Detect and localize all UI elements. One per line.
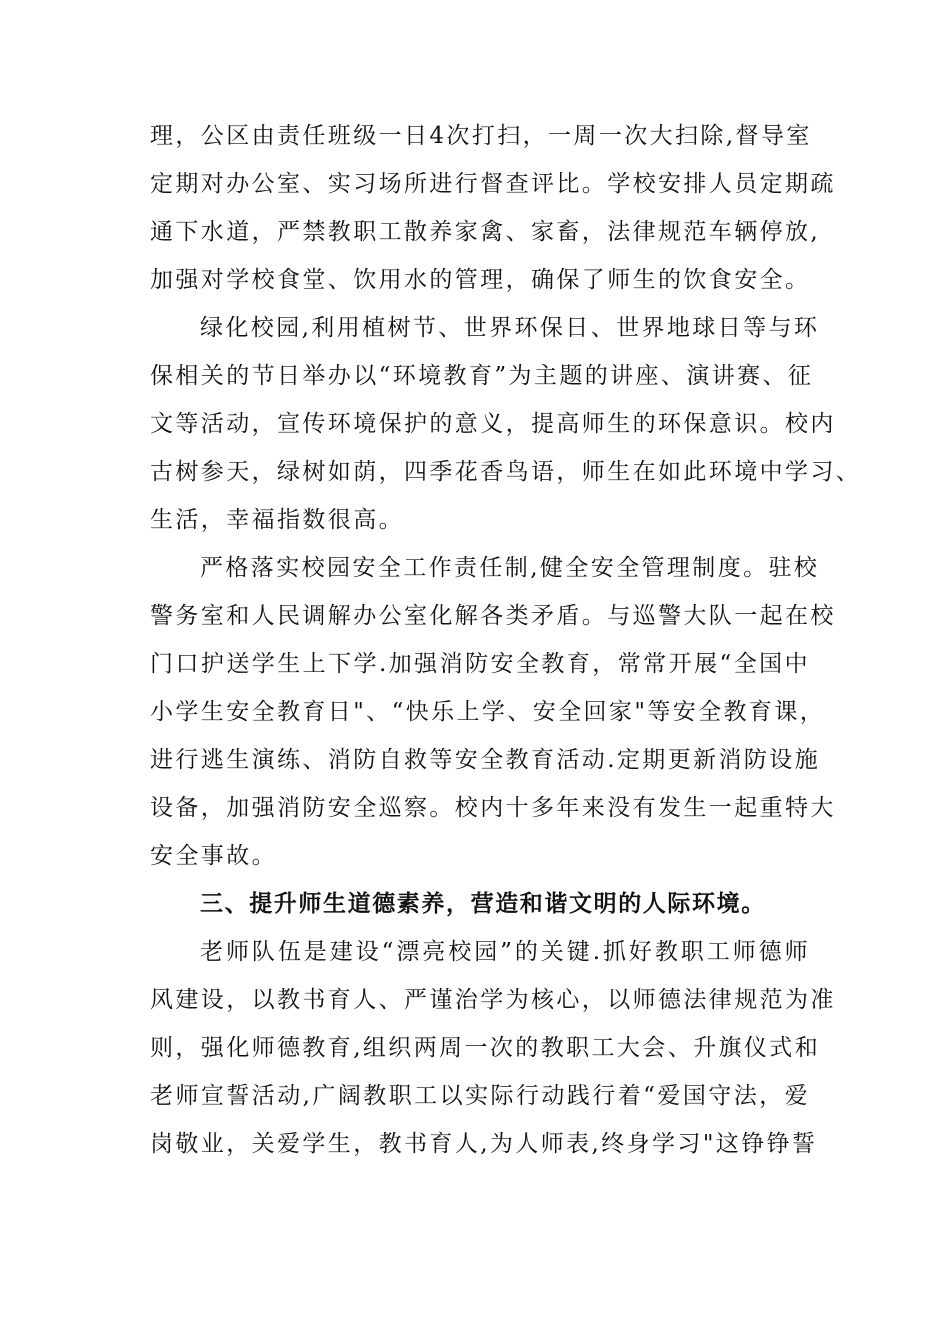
paragraph-first-line: 老师队伍是建设“漂亮校园”的关键.抓好教职工师德师 (200, 939, 810, 965)
text-line: 加强对学校食堂、饮用水的管理，确保了师生的饮食安全。 (150, 267, 811, 293)
text-line: 理，公区由责任班级一日4次打扫，一周一次大扫除,督导室 (150, 123, 812, 149)
paragraph-first-line: 严格落实校园安全工作责任制,健全安全管理制度。驻校 (200, 555, 820, 581)
text-line: 老师宣誓活动,广阔教职工以实际行动践行着“爱国守法，爱 (150, 1083, 810, 1109)
text-line: 岗敬业，关爱学生，教书育人,为人师表,终身学习"这铮铮誓 (150, 1131, 818, 1157)
text-line: 风建设，以教书育人、严谨治学为核心，以师德法律规范为准 (150, 987, 836, 1013)
text-line: 安全事故。 (150, 843, 277, 869)
text-line: 门口护送学生上下学.加强消防安全教育，常常开展“全国中 (150, 651, 810, 677)
text-line: 定期对办公室、实习场所进行督查评比。学校安排人员定期疏 (150, 171, 836, 197)
section-heading: 三、提升师生道德素养，营造和谐文明的人际环境。 (200, 891, 766, 917)
text-line: 生活，幸福指数很高。 (150, 507, 404, 533)
text-line: 保相关的节日举办以“环境教育”为主题的讲座、演讲赛、征 (150, 363, 814, 389)
text-line: 古树参天，绿树如荫，四季花香鸟语，师生在如此环境中学习、 (150, 459, 862, 485)
text-line: 小学生安全教育日"、“快乐上学、安全回家"等安全教育课， (150, 699, 826, 725)
text-line: 进行逃生演练、消防自救等安全教育活动.定期更新消防设施 (150, 747, 821, 773)
document-body (150, 112, 862, 1168)
text-line: 通下水道，严禁教职工散养家禽、家畜，法律规范车辆停放, (150, 219, 821, 245)
paragraph-first-line: 绿化校园,利用植树节、世界环保日、世界地球日等与环 (200, 315, 820, 341)
text-line: 警务室和人民调解办公室化解各类矛盾。与巡警大队一起在校 (150, 603, 836, 629)
text-line: 文等活动，宣传环境保护的意义，提高师生的环保意识。校内 (150, 411, 836, 437)
text-line: 则，强化师德教育,组织两周一次的教职工大会、升旗仪式和 (150, 1035, 821, 1061)
text-line: 设备，加强消防安全巡察。校内十多年来没有发生一起重特大 (150, 795, 836, 821)
